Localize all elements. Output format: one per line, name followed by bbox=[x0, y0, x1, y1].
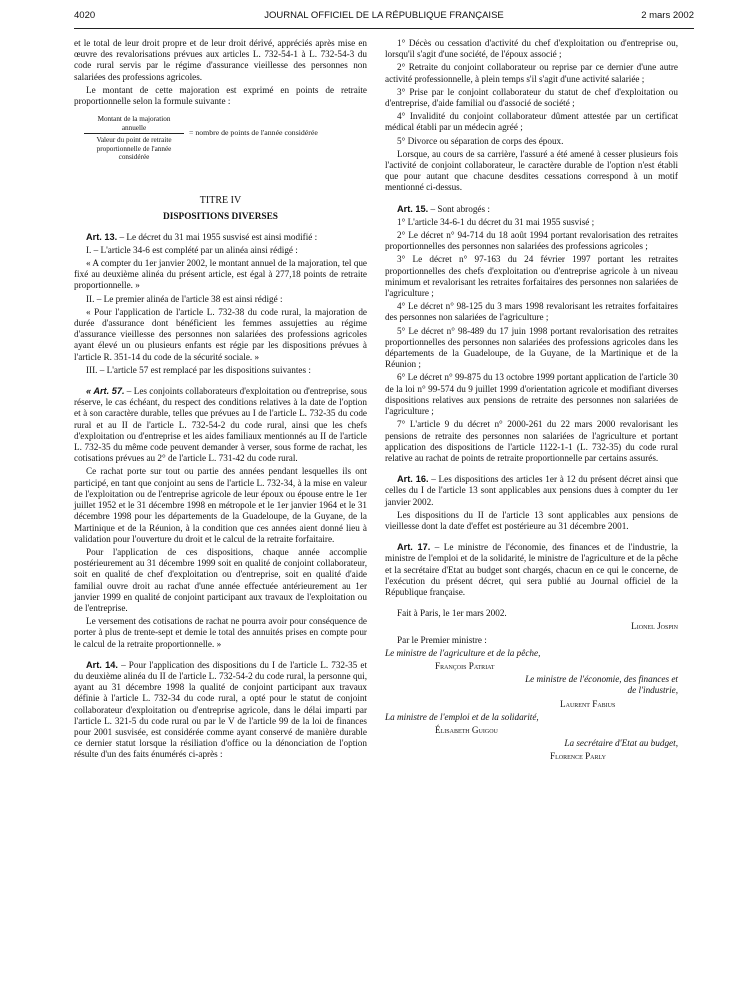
formula-result: = nombre de points de l'année considérée bbox=[189, 128, 318, 138]
article-16 bbox=[385, 474, 678, 508]
issue-date: 2 mars 2002 bbox=[641, 10, 694, 21]
list-item: 2° Le décret n° 94-714 du 18 août 1994 portant revalorisation des retraites proportionnelles des personnes non salariées des professions agricoles ; bbox=[385, 230, 678, 252]
paragraph: Les dispositions du II de l'article 13 sont applicables aux pensions de vieillesse dont la date d'effet est postérieure au 31 décembre 2001. bbox=[385, 509, 678, 531]
formula-denominator: Valeur du point de retraite proportionnelle de l'année considérée bbox=[96, 136, 172, 162]
list-item: 3° Prise par le conjoint collaborateur du statut de chef d'exploitation ou d'entreprise, d'aide familial ou d'associé de société ; bbox=[385, 86, 678, 109]
minister-title: La secrétaire d'Etat au budget, bbox=[564, 738, 678, 749]
article-label: « Art. 57. bbox=[86, 386, 125, 397]
page-header bbox=[74, 10, 694, 26]
article-text: – Sont abrogés : bbox=[428, 203, 490, 214]
journal-title: JOURNAL OFFICIEL DE LA RÉPUBLIQUE FRANÇAISE bbox=[264, 10, 504, 21]
article-14 bbox=[74, 660, 367, 761]
paragraph: Pour l'application de ces dispositions, chaque année accomplie postérieurement au 31 décembre 1999 soit en qualité de conjoint collaborateur, soit en qualité de chef d'exploitation ou d'entreprise, soit en qualité d'aide familial ouvre droit au rachat d'une année effectuée antérieurement au 1er janvier 1999 en qualité de conjoint participant aux travaux de l'exploitation ou de l'entreprise. bbox=[74, 546, 367, 613]
left-column bbox=[74, 38, 367, 763]
section-title: TITRE IV bbox=[199, 195, 242, 207]
signature-intro: Par le Premier ministre : bbox=[397, 634, 487, 645]
article-text: – Le ministre de l'économie, des finances et de l'industrie, la ministre de l'emploi et de la solidarité, le ministre de l'agriculture et de la pêche et la secrétaire d'Etat au budget sont chargés, chacun en ce qui le concerne, de l'exécution du présent décret, qui sera publié au Journal officiel de la République française. bbox=[385, 542, 678, 597]
paragraph: « A compter du 1er janvier 2002, le montant annuel de la majoration, tel que fixé au deuxième alinéa du présent article, est égal à 277,18 points de retraite proportionnelle. » bbox=[74, 258, 367, 291]
signatory-name: François Patriat bbox=[435, 660, 495, 671]
article-text: – Le décret du 31 mai 1955 susvisé est ainsi modifié : bbox=[117, 231, 318, 242]
list-item: 1° L'article 34-6-1 du décret du 31 mai 1955 susvisé ; bbox=[397, 216, 595, 227]
signature-date: Fait à Paris, le 1er mars 2002. bbox=[397, 608, 507, 619]
paragraph: Lorsque, au cours de sa carrière, l'assuré a été amené à cesser plusieurs fois l'activité de conjoint collaborateur, le caractère durable de l'option n'est établi que pour autant que chacune desdites cessations correspond à un motif mentionné ci-dessus. bbox=[385, 148, 678, 193]
list-item: 4° Invalidité du conjoint collaborateur dûment attestée par un certificat médical établi par un médecin agréé ; bbox=[385, 111, 678, 133]
paragraph: I. – L'article 34-6 est complété par un alinéa ainsi rédigé : bbox=[86, 244, 298, 255]
article-text: – Les dispositions des articles 1er à 12 du présent décret ainsi que celles du I de l'article 13 sont applicables aux pensions dues à compter du 1er janvier 2002. bbox=[385, 474, 678, 507]
paragraph: II. – Le premier alinéa de l'article 38 est ainsi rédigé : bbox=[86, 293, 283, 304]
minister-title: Le ministre de l'agriculture et de la pêche, bbox=[385, 647, 541, 658]
article-label: Art. 13. bbox=[86, 231, 118, 242]
signatory-name: Lionel Jospin bbox=[631, 621, 678, 632]
list-item: 2° Retraite du conjoint collaborateur ou reprise par ce dernier d'une autre activité professionnelle, à plein temps s'il s'agit d'une activité salariée ; bbox=[385, 62, 678, 84]
paragraph: Le montant de cette majoration est exprimé en points de retraite proportionnelle selon la formule suivante : bbox=[74, 84, 367, 107]
fraction-bar bbox=[84, 133, 184, 134]
list-item: 3° Le décret n° 97-163 du 24 février 1997 portant les retraites proportionnelles des chefs d'exploitation ou d'entreprise agricole à un niveau minimum et revalorisant les retraites forfaitaires des personnes non salariées de l'agriculture ; bbox=[385, 254, 678, 299]
formula-numerator: Montant de la majoration annuelle bbox=[97, 115, 171, 132]
signatory-name: Florence Parly bbox=[550, 751, 606, 762]
article-13 bbox=[74, 232, 367, 243]
page-number: 4020 bbox=[74, 10, 96, 21]
article-text: – Les conjoints collaborateurs d'exploitation ou d'entreprise, sous réserve, le cas échéant, du respect des conditions relatives à la date de l'option et à son caractère durable, telles que prévues au I de l'article L. 732-35 du code rural et au II de l'article L. 732-54-2 du code rural, ainsi que les chefs d'exploitation ou d'entreprise et les aides familiaux mentionnés au II de l'article L. 732-35 du même code peuvent demander à verser, sous forme de rachat, les cotisations prévues au 2° de l'article L. 731-42 du code rural. bbox=[74, 386, 368, 464]
article-text: – Pour l'application des dispositions du I de l'article L. 732-35 et du deuxième alinéa du II de l'article L. 732-54-2 du code rural, la personne qui, ayant au 31 décembre 1998 la qualité de conjoint participant aux travaux définie à l'article L. 732-34 du code rural, a opté pour le statut de conjoint collaborateur d'exploitation ou d'entreprise agricole, dans le délai imparti par l'article L. 321-5 du code rural ou par le V de l'article 99 de la loi de finances pour 2001 susvisée, est considérée comme ayant conservé de manière durable ce dernier statut lorsque la résiliation d'office ou la dénonciation de l'option résulte d'un des faits énumérés ci-après : bbox=[74, 659, 367, 760]
right-column bbox=[385, 38, 678, 765]
paragraph: Le versement des cotisations de rachat ne pourra avoir pour conséquence de porter à plus de trente-sept et demie le total des annuités prises en compte pour le calcul de la retraite proportionnelle. » bbox=[74, 616, 367, 649]
list-item: 6° Le décret n° 99-875 du 13 octobre 1999 portant application de l'article 30 de la loi n° 99-574 du 9 juillet 1999 d'orientation agricole et modifiant diverses dispositions relatives aux pensions de retraite des personnes non salariées de l'agriculture ; bbox=[385, 372, 678, 417]
article-label: Art. 15. bbox=[397, 203, 429, 214]
list-item: 5° Le décret n° 98-489 du 17 juin 1998 portant revalorisation des retraites proportionnelles des personnes non salariées des professions agricoles dans les départements de la Guadeloupe, de la Guyane, de la Martinique et de la Réunion ; bbox=[385, 325, 678, 370]
article-15 bbox=[385, 204, 678, 215]
article-17 bbox=[385, 542, 678, 598]
paragraph: et le total de leur droit propre et de leur droit dérivé, appréciés après mise en œuvre des revalorisations prévues aux articles L. 732-54-1 à L. 732-54-3 du code rural servis par le régime d'assurance vieillesse des personnes non salariées des professions agricoles. bbox=[74, 38, 367, 82]
signatory-name: Laurent Fabius bbox=[560, 698, 616, 709]
list-item: 7° L'article 9 du décret n° 2000-261 du 22 mars 2000 revalorisant les pensions de retraite des personnes non salariées de l'agriculture et portant application des dispositions de l'article 1122-1-1 (L. 732-35) du code rural relative au rachat de points de retraite proportionnelle par certains assurés. bbox=[385, 419, 678, 463]
minister-title: Le ministre de l'économie, des finances et de l'industrie, bbox=[525, 674, 678, 696]
list-item: 1° Décès ou cessation d'activité du chef d'exploitation ou d'entreprise ou, lorsqu'il s'agit d'une société, de l'époux associé ; bbox=[385, 38, 678, 60]
paragraph: « Pour l'application de l'article L. 732-38 du code rural, la majoration de durée d'assurance dont bénéficient les femmes assujetties au régime d'assurance vieillesse des personnes non salariées des professions agricoles ayant élevé un ou plusieurs enfants est régie par les dispositions prévues à l'article R. 351-14 du code de la sécurité sociale. » bbox=[74, 306, 367, 362]
list-item: 5° Divorce ou séparation de corps des époux. bbox=[397, 135, 564, 146]
minister-title: La ministre de l'emploi et de la solidarité, bbox=[385, 711, 539, 722]
section-subtitle: DISPOSITIONS DIVERSES bbox=[163, 212, 278, 223]
article-57 bbox=[74, 386, 367, 464]
signatory-name: Élisabeth Guigou bbox=[435, 724, 498, 735]
article-label: Art. 16. bbox=[397, 474, 429, 485]
formula bbox=[74, 115, 367, 177]
paragraph: III. – L'article 57 est remplacé par les dispositions suivantes : bbox=[86, 364, 311, 375]
article-label: Art. 17. bbox=[397, 542, 431, 553]
header-rule bbox=[74, 28, 694, 29]
article-label: Art. 14. bbox=[86, 659, 118, 670]
list-item: 4° Le décret n° 98-125 du 3 mars 1998 revalorisant les retraites forfaitaires des personnes non salariées de l'agriculture ; bbox=[385, 301, 678, 323]
paragraph: Ce rachat porte sur tout ou partie des années pendant lesquelles ils ont participé, en tant que conjoint au sens de l'article L. 732-34, à la mise en valeur de l'exploitation ou de l'entreprise agricole de leur époux ou épouse entre le 1er juillet 1952 et le 31 décembre 1998 en métropole et le 1er janvier 1964 et le 31 décembre 1998 pour les départements de la Guadeloupe, de la Guyane, de la Martinique et de la Réunion, à la condition que ces années aient donné lieu à validation pour l'ouverture du droit et le calcul de la retraite forfaitaire. bbox=[74, 466, 367, 544]
